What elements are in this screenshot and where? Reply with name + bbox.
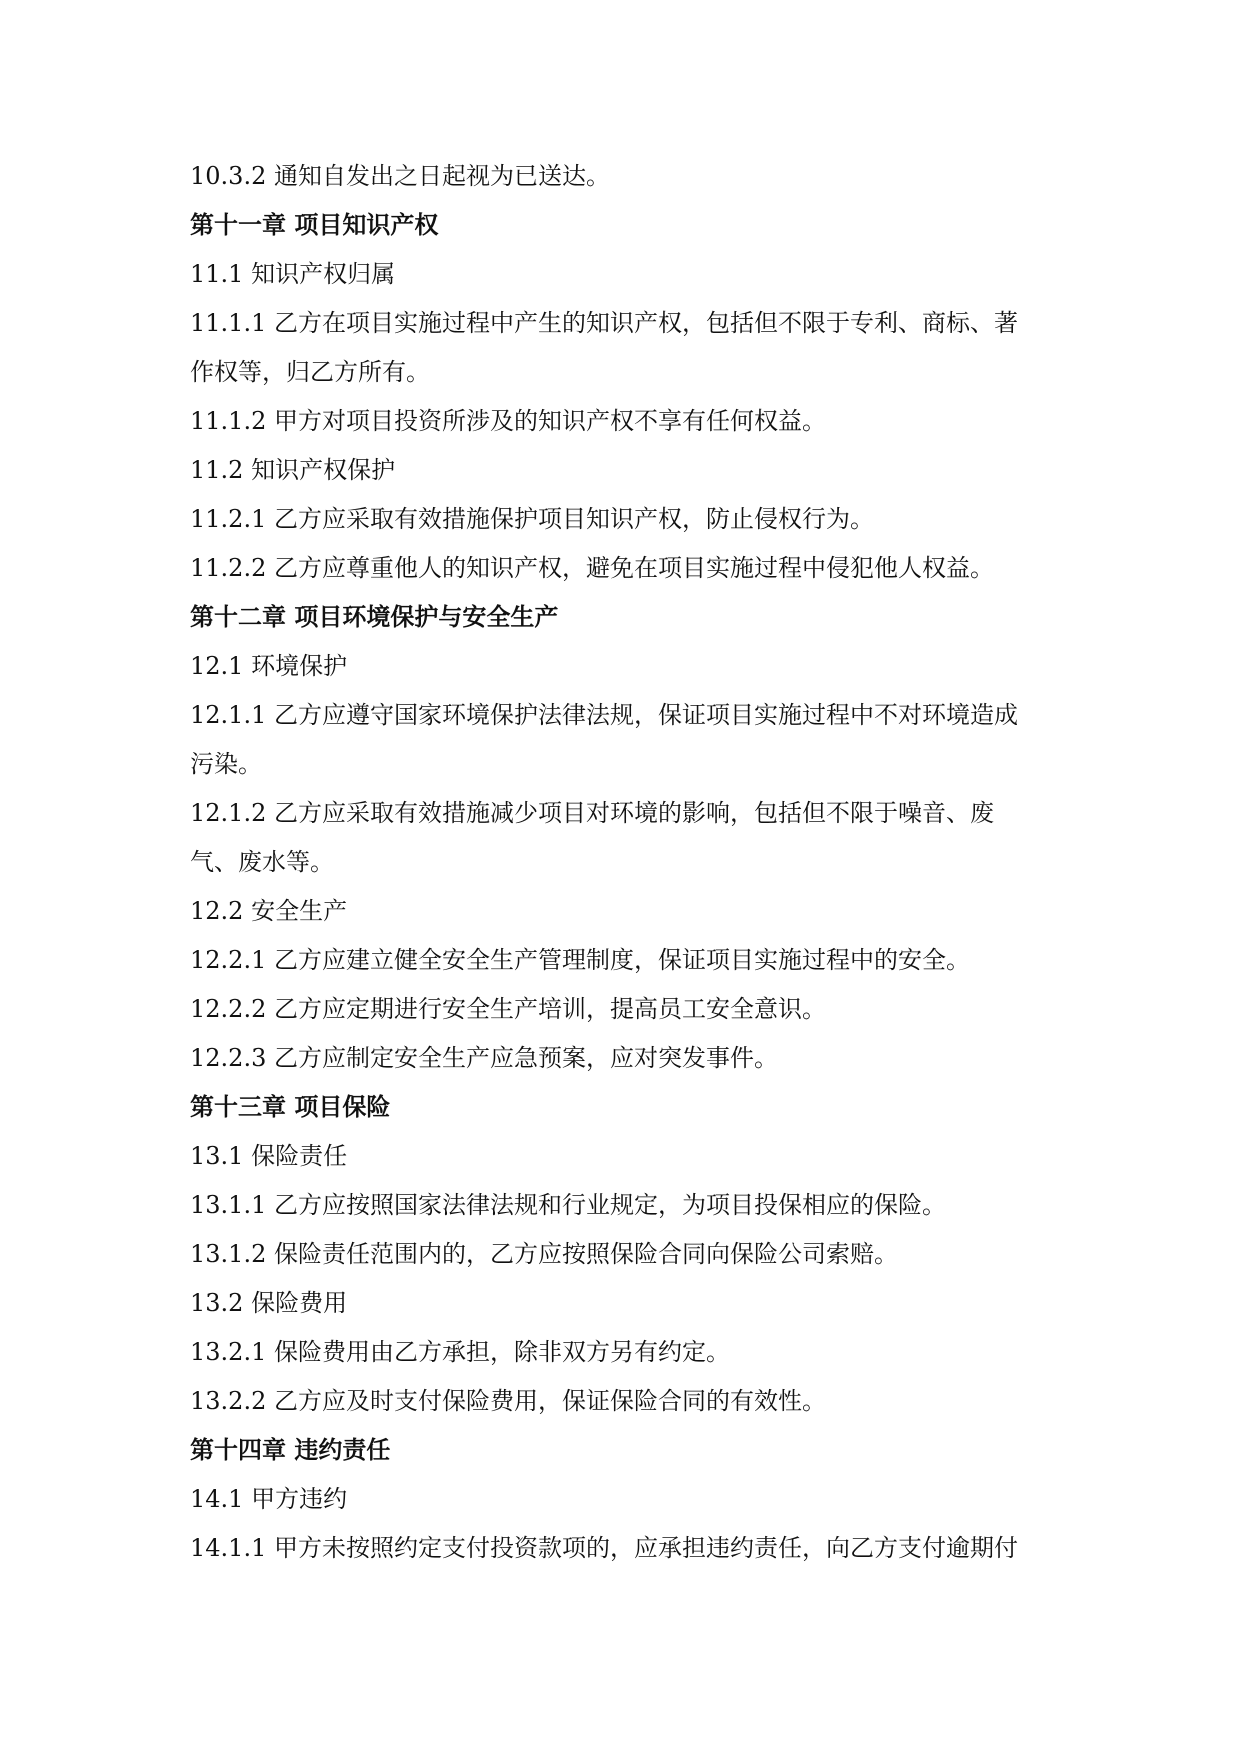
clause-13-2-1: 13.2.1 保险费用由乙方承担，除非双方另有约定。: [190, 1338, 730, 1366]
clause-12-1-1-line-2: 污染。: [190, 750, 262, 778]
clause-11-2-2: 11.2.2 乙方应尊重他人的知识产权，避免在项目实施过程中侵犯他人权益。: [190, 554, 994, 582]
clause-11-1-2: 11.1.2 甲方对项目投资所涉及的知识产权不享有任何权益。: [190, 407, 826, 435]
section-13-1: 13.1 保险责任: [190, 1142, 348, 1170]
chapter-12-heading: 第十二章 项目环境保护与安全生产: [190, 603, 559, 631]
clause-10-3-2: 10.3.2 通知自发出之日起视为已送达。: [190, 162, 610, 190]
section-11-1: 11.1 知识产权归属: [190, 260, 396, 288]
section-12-2: 12.2 安全生产: [190, 897, 348, 925]
clause-13-2-2: 13.2.2 乙方应及时支付保险费用，保证保险合同的有效性。: [190, 1387, 826, 1415]
clause-12-1-2-line-1: 12.1.2 乙方应采取有效措施减少项目对环境的影响，包括但不限于噪音、废: [190, 799, 994, 827]
chapter-14-heading: 第十四章 违约责任: [190, 1436, 391, 1464]
section-11-2: 11.2 知识产权保护: [190, 456, 396, 484]
clause-11-1-1-line-2: 作权等，归乙方所有。: [190, 358, 430, 386]
chapter-11-heading: 第十一章 项目知识产权: [190, 211, 439, 239]
clause-14-1-1: 14.1.1 甲方未按照约定支付投资款项的，应承担违约责任，向乙方支付逾期付: [190, 1534, 1018, 1562]
clause-13-1-2: 13.1.2 保险责任范围内的，乙方应按照保险合同向保险公司索赔。: [190, 1240, 898, 1268]
section-13-2: 13.2 保险费用: [190, 1289, 348, 1317]
clause-12-2-3: 12.2.3 乙方应制定安全生产应急预案，应对突发事件。: [190, 1044, 778, 1072]
clause-12-2-2: 12.2.2 乙方应定期进行安全生产培训，提高员工安全意识。: [190, 995, 826, 1023]
clause-12-1-2: [190, 789, 1070, 887]
clause-11-1-1: [190, 299, 1070, 397]
clause-13-1-1: 13.1.1 乙方应按照国家法律法规和行业规定，为项目投保相应的保险。: [190, 1191, 946, 1219]
section-14-1: 14.1 甲方违约: [190, 1485, 348, 1513]
section-12-1: 12.1 环境保护: [190, 652, 348, 680]
clause-12-2-1: 12.2.1 乙方应建立健全安全生产管理制度，保证项目实施过程中的安全。: [190, 946, 970, 974]
chapter-13-heading: 第十三章 项目保险: [190, 1093, 391, 1121]
document-body: [190, 152, 1070, 1573]
clause-12-1-1: [190, 691, 1070, 789]
clause-11-1-1-line-1: 11.1.1 乙方在项目实施过程中产生的知识产权，包括但不限于专利、商标、著: [190, 309, 1018, 337]
clause-12-1-2-line-2: 气、废水等。: [190, 848, 334, 876]
clause-11-2-1: 11.2.1 乙方应采取有效措施保护项目知识产权，防止侵权行为。: [190, 505, 874, 533]
clause-12-1-1-line-1: 12.1.1 乙方应遵守国家环境保护法律法规，保证项目实施过程中不对环境造成: [190, 701, 1018, 729]
